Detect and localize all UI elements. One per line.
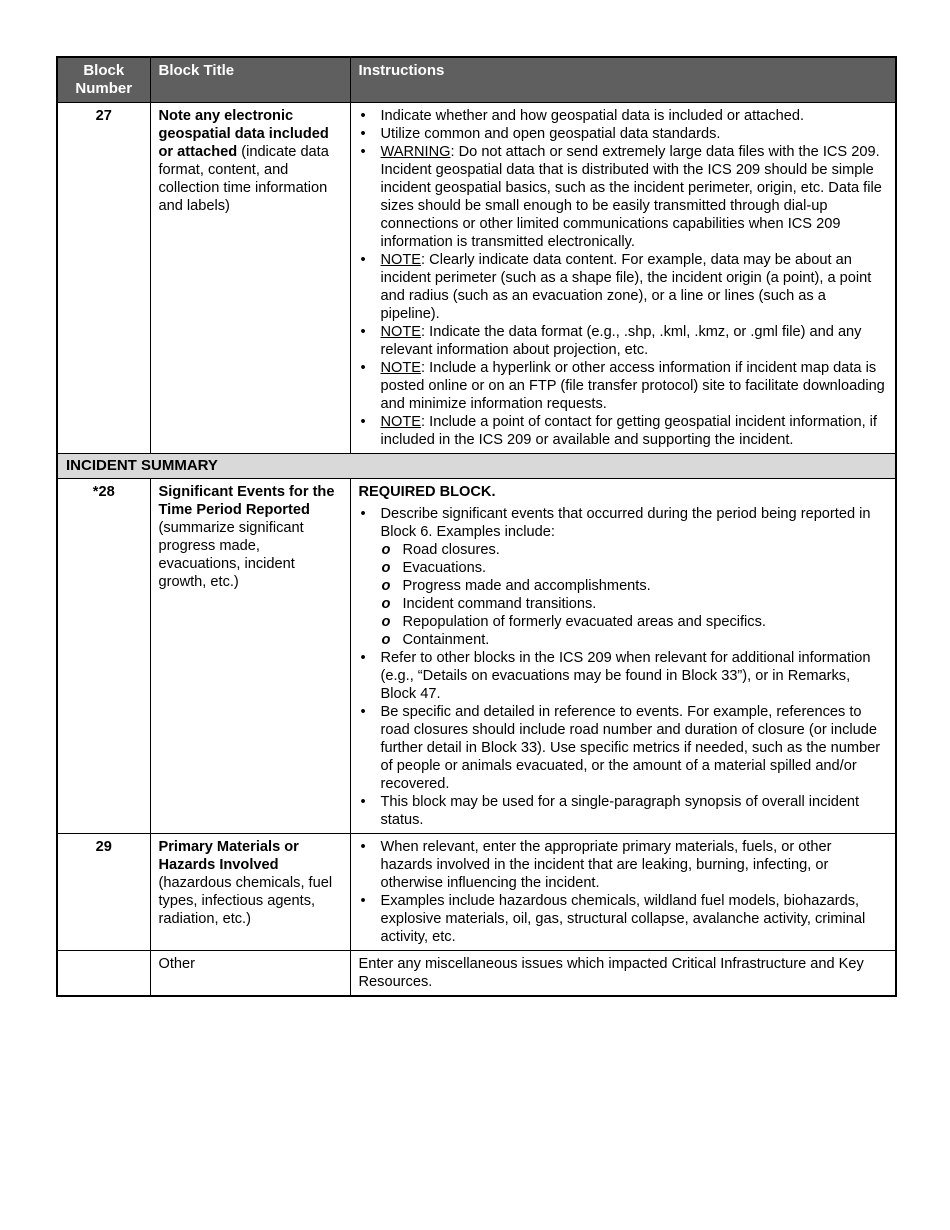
list-item-text: : Include a point of contact for getting geospatial incident information, if included in the ICS 209 or available and supporting the incident. <box>380 414 877 448</box>
sub-list-item: o Progress made and accomplishments. <box>381 577 888 595</box>
block-title-rest: (indicate data format, content, and collection time information and labels) <box>158 144 329 214</box>
list-item-text: Indicate whether and how geospatial data is included or attached. <box>380 108 805 124</box>
list-item-text: : Include a hyperlink or other access information if incident map data is posted online or on an FTP (file transfer protocol) site to facilitate downloading and minimize information requests. <box>380 360 885 412</box>
table-row-28 <box>57 479 896 834</box>
list-item <box>359 107 888 125</box>
list-item-text: Describe significant events that occurred during the period being reported in Block 6. Examples include: <box>380 506 871 540</box>
note-label: NOTE <box>380 414 422 430</box>
block-title-rest: (summarize significant progress made, evacuations, incident growth, etc.) <box>158 520 304 590</box>
instructions-table <box>56 56 897 997</box>
block-title <box>150 834 350 951</box>
list-item: • Be specific and detailed in reference to events. For example, references to road closures should include road number and duration of closure (or include further detail in Block 33). Use specific metrics if needed, such as the number of people or animals evacuated, or the amount of a material spilled and/or recovered. <box>359 703 888 793</box>
warning-label: WARNING <box>380 144 451 160</box>
block-instructions: Enter any miscellaneous issues which impacted Critical Infrastructure and Key Resources. <box>350 951 896 997</box>
list-item <box>359 251 888 323</box>
instruction-list <box>359 838 888 946</box>
required-block-label: REQUIRED BLOCK. <box>358 484 496 500</box>
sub-list-item: o Road closures. <box>381 541 888 559</box>
list-item <box>359 143 888 251</box>
header-block-number: Block Number <box>57 57 150 103</box>
list-item <box>359 359 888 413</box>
section-row <box>57 454 896 479</box>
block-instructions <box>350 479 896 834</box>
list-item-text: Utilize common and open geospatial data standards. <box>380 126 721 142</box>
list-item-text: : Clearly indicate data content. For example, data may be about an incident perimeter (such as a shape file), the incident origin (a point), a point and radius (such as an evacuation zone), or a line or lines (such as a pipeline). <box>380 252 872 322</box>
sub-list-item: o Incident command transitions. <box>381 595 888 613</box>
block-title <box>150 479 350 834</box>
list-item <box>359 413 888 449</box>
note-label: NOTE <box>380 252 422 268</box>
list-item: • This block may be used for a single-paragraph synopsis of overall incident status. <box>359 793 888 829</box>
block-title: Other <box>150 951 350 997</box>
list-item-text: : Indicate the data format (e.g., .shp, .kml, .kmz, or .gml file) and any relevant information about projection, etc. <box>380 324 862 358</box>
block-instructions <box>350 834 896 951</box>
list-item-text: : Do not attach or send extremely large data files with the ICS 209. Incident geospatial data that is distributed with the ICS 209 should be simple incident geospatial basics, such as the incident perimeter, origin, etc. Data file sizes should be small enough to be easily transmitted through dial-up connections or other limited communications capabilities when ICS 209 information is transmitted electronically. <box>380 144 882 250</box>
instruction-list <box>359 107 888 449</box>
table-row-27 <box>57 103 896 454</box>
note-label: NOTE <box>380 324 422 340</box>
sub-list-item: o Repopulation of formerly evacuated areas and specifics. <box>381 613 888 631</box>
block-instructions <box>350 103 896 454</box>
note-label: NOTE <box>380 360 422 376</box>
list-item: • When relevant, enter the appropriate primary materials, fuels, or other hazards involved in the incident that are leaking, burning, infecting, or otherwise influencing the incident. <box>359 838 888 892</box>
list-item <box>359 125 888 143</box>
list-item <box>359 323 888 359</box>
section-title: INCIDENT SUMMARY <box>57 454 896 479</box>
table-header-row <box>57 57 896 103</box>
table-row-29 <box>57 834 896 951</box>
block-number <box>57 951 150 997</box>
examples-list <box>381 541 888 649</box>
table-row-other <box>57 951 896 997</box>
sub-list-item: o Containment. <box>381 631 888 649</box>
block-title-bold: Significant Events for the Time Period Reported <box>158 484 335 518</box>
block-title-rest: (hazardous chemicals, fuel types, infectious agents, radiation, etc.) <box>158 875 333 927</box>
block-title-bold: Note any electronic geospatial data included or attached <box>158 108 329 160</box>
block-title <box>150 103 350 454</box>
list-item <box>359 505 888 649</box>
sub-list-item: o Evacuations. <box>381 559 888 577</box>
list-item: • Refer to other blocks in the ICS 209 when relevant for additional information (e.g., “Details on evacuations may be found in Block 33”), or in Remarks, Block 47. <box>359 649 888 703</box>
block-title-bold: Primary Materials or Hazards Involved <box>158 839 299 873</box>
header-instructions: Instructions <box>350 57 896 103</box>
block-number: 29 <box>57 834 150 951</box>
instruction-list <box>359 505 888 829</box>
header-block-title: Block Title <box>150 57 350 103</box>
block-number: 27 <box>57 103 150 454</box>
list-item: • Examples include hazardous chemicals, wildland fuel models, biohazards, explosive materials, oil, gas, structural collapse, avalanche activity, criminal activity, etc. <box>359 892 888 946</box>
block-number: *28 <box>57 479 150 834</box>
